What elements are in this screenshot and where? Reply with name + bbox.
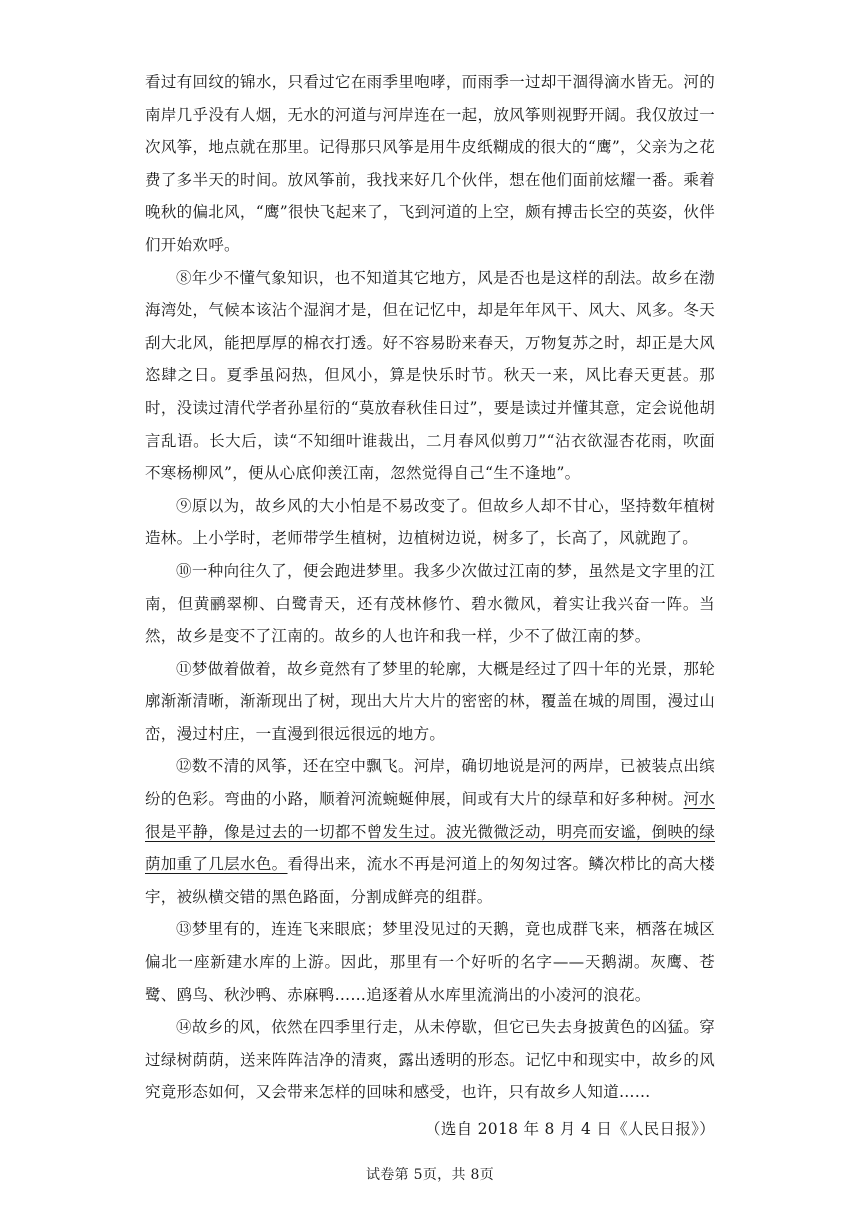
paragraph-14: ⑭故乡的风，依然在四季里行走，从未停歇，但它已失去身披黄色的凶猛。穿过绿树荫荫，送来阵阵洁净的清爽，露出透明的形态。记忆中和现实中，故乡的风究竟形态如何，又会带来怎样的回味和感受，也许，只有故乡人知道…… bbox=[145, 1018, 715, 1102]
source-citation: （选自 2018 年 8 月 4 日《人民日报》） bbox=[425, 1120, 715, 1138]
paragraph-12-text-after: 看得出来，流水不再是河道上的匆匆过客。鳞次栉比的高大楼宇，被纵横交错的黑色路面，分割成鲜亮的组群。 bbox=[145, 855, 715, 906]
paragraph-12-text-before: ⑫数不清的风筝，还在空中飘飞。河岸，确切地说是河的两岸，已被装点出缤纷的色彩。弯曲的小路，顺着河流蜿蜒伸展，间或有大片的绿草和好多种树。 bbox=[145, 757, 715, 809]
paragraph-7-continued: 看过有回纹的锦水，只看过它在雨季里咆哮，而雨季一过却干涸得滴水皆无。河的南岸几乎没有人烟，无水的河道与河岸连在一起，放风筝则视野开阔。我仅放过一次风筝，地点就在那里。记得那只风筝是用牛皮纸糊成的很大的“鹰”，父亲为之花费了多半天的时间。放风筝前，我找来好几个伙伴，想在他们面前炫耀一番。乘着晚秋的偏北风，“鹰”很快飞起来了，飞到河道的上空，颇有搏击长空的英姿，伙伴们开始欢呼。 bbox=[145, 73, 715, 254]
paragraph-10: ⑩一种向往久了，便会跑进梦里。我多少次做过江南的梦，虽然是文字里的江南，但黄鹂翠柳、白鹭青天，还有茂林修竹、碧水微风，着实让我兴奋一阵。当然，故乡是变不了江南的。故乡的人也许和我一样，少不了做江南的梦。 bbox=[145, 561, 715, 646]
paragraph-9: ⑨原以为，故乡风的大小怕是不易改变了。但故乡人却不甘心，坚持数年植树造林。上小学时，老师带学生植树，边植树边说，树多了，长高了，风就跑了。 bbox=[145, 496, 715, 548]
article-body bbox=[145, 66, 715, 1109]
underlined-sentence: 河水很是平静，像是过去的一切都不曾发生过。波光微微泛动，明亮而安谧，倒映的绿荫加重了几层水色。 bbox=[145, 790, 715, 874]
paragraph-8: ⑧年少不懂气象知识，也不知道其它地方，风是否也是这样的刮法。故乡在渤海湾处，气候本该沾个湿润才是，但在记忆中，却是年年风干、风大、风多。冬天刮大北风，能把厚厚的棉衣打透。好不容易盼来春天，万物复苏之时，却正是大风恣肆之日。夏季虽闷热，但风小，算是快乐时节。秋天一来，风比春天更甚。那时，没读过清代学者孙星衍的“莫放春秋佳日过”，要是读过并懂其意，定会说他胡言乱语。长大后，读“不知细叶谁裁出，二月春风似剪刀”“沾衣欲湿杏花雨，吹面不寒杨柳风”，便从心底仰羡江南，忽然觉得自己“生不逢地”。 bbox=[145, 268, 715, 483]
paragraph-13: ⑬梦里有的，连连飞来眼底；梦里没见过的天鹅，竟也成群飞来，栖落在城区偏北一座新建水库的上游。因此，那里有一个好听的名字——天鹅湖。灰鹰、苍鹭、鸥鸟、秋沙鸭、赤麻鸭……追逐着从水库里流淌出的小凌河的浪花。 bbox=[145, 920, 715, 1004]
page-footer: 试卷第 5页，共 8页 bbox=[365, 1167, 494, 1183]
paragraph-12 bbox=[145, 750, 715, 913]
paragraph-11: ⑪梦做着做着，故乡竟然有了梦里的轮廓，大概是经过了四十年的光景，那轮廓渐渐清晰，渐渐现出了树，现出大片大片的密密的林，覆盖在城的周围，漫过山峦，漫过村庄，一直漫到很远很远的地方。 bbox=[145, 659, 715, 743]
